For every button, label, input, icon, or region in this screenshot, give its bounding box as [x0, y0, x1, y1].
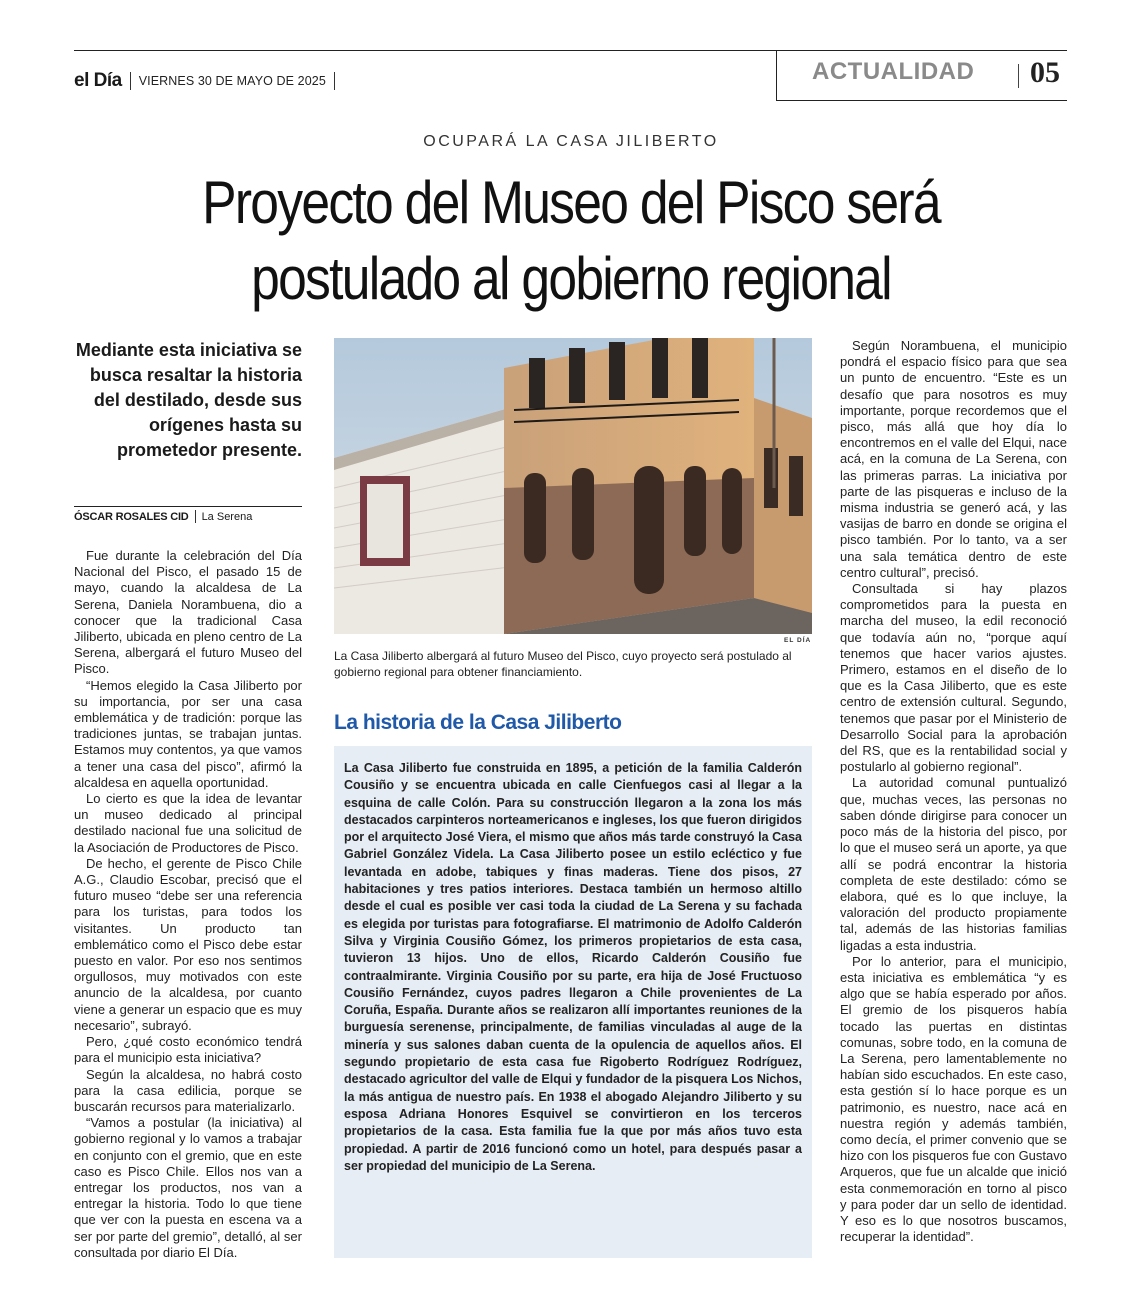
body-paragraph: De hecho, el gerente de Pisco Chile A.G., Claudio Escobar, precisó que el futuro museo “debe ser una referencia para los turistas, para todos los visitantes. Un producto tan emblemático como el Pisco debe estar puesto en valor. Por eso nos sentimos orgullosos, muy motivados con este anuncio de la alcaldesa, por cuanto viene a generar un espacio que es muy necesario”, subrayó. [74, 855, 302, 1033]
body-paragraph: Por lo anterior, para el municipio, esta iniciativa es emblemática “y es algo que se había esperado por años. El gremio de los pisqueros había tocado las puertas en distintas comunas, sobre todo, en la comuna de La Serena, pero lamentablemente no habían sido escuchados. En este caso, esta gestión sí lo hace porque es un patrimonio, es nuestro, nace acá en nuestra región y además también, como decía, el primer convenio que se hizo con los pisqueros fue con Gustavo Arqueros, que fue un alcalde que inició esta conmemoración en torno al pisco y para poder dar un sello de identidad. Y eso es lo que nosotros buscamos, recuperar la identidad”. [840, 953, 1067, 1245]
body-column-left [74, 548, 302, 1261]
box-text: La Casa Jiliberto fue construida en 1895, a petición de la familia Calderón Cousiño y se encuentra ubicada en calle Cienfuegos casi al llegar a la esquina de calle Colón. Para su construcción llegaron a la zona los más destacados carpinteros norteamericanos e ingleses, los que fueron dirigidos por el arquitecto José Viera, el mismo que años más tarde construyó la Casa Gabriel González Videla. La Casa Jiliberto posee un estilo ecléctico y fue levantada en adobe, tabiques y finas maderas. Tiene dos pisos, 27 habitaciones y tres patios interiores. Destaca también un hermoso altillo desde el cual es posible ver casi toda la ciudad de La Serena y su fachada es elegida por turistas para fotografiarse. El matrimonio de Adolfo Calderón Silva y Virginia Cousiño Gómez, los primeros propietarios de esta casa, tuvieron 13 hijos. Uno de ellos, Ricardo Calderón Cousiño fue contraalmirante. Virginia Cousiño por su parte, era hija de José Fructuoso Cousiño Fernández, cuyos padres llegaron a Chile provenientes de La Coruña, España. Durante años se realizaron allí importantes reuniones de la burguesía serenense, principalmente, de familias vinculadas al auge de la minería y sus salones daban cuenta de la opulencia de aquellos años. El segundo propietario de esta casa fue Rigoberto Rodríguez Rodríguez, destacado agricultor del valle de Elqui y fundador de la pisquera Los Nichos, la más antigua de nuestro país. En 1938 el abogado Alejandro Jiliberto y su esposa Adriana Honores Esquivel se convirtieron en los terceros propietarios de la casa. Esta familia fue la que por más años tuvo esta propiedad. A partir de 2016 funcionó como un hotel, para después pasar a ser propiedad del municipio de La Serena. [344, 761, 802, 1173]
header-divider [130, 72, 131, 90]
section-divider [1018, 64, 1019, 88]
body-paragraph: “Vamos a postular (la iniciativa) al gobierno regional y lo vamos a trabajar en conjunto con el gremio, que en este caso es Pisco Chile. Ellos nos van a entregar los productos, nos van a entregar la historia. Todo lo que tiene que ver con la puesta en escena va a ser por parte del gremio”, detalló, al ser consultada por diario El Día. [74, 1115, 302, 1260]
author-location: La Serena [201, 510, 253, 523]
byline [74, 510, 252, 523]
box-title: La historia de la Casa Jiliberto [334, 711, 622, 734]
byline-divider [195, 510, 196, 523]
body-paragraph: Según Norambuena, el municipio pondrá el espacio físico para que sea un punto de encuentro. “Este es un desafío que para nosotros es muy importante, porque recordemos que el pisco, más allá que hoy día lo encontremos en el valle del Elqui, nace acá, en la comuna de La Serena, con las primeras parras. La iniciativa por parte de las pisqueras e incluso de la misma industria se generó acá, y las vasijas de barro en donde se origina el pisco también. Por lo tanto, va a ser una sala temática dentro de este centro cultural”, precisó. [840, 338, 1067, 580]
body-paragraph: Pero, ¿qué costo económico tendrá para el municipio esta iniciativa? [74, 1034, 302, 1066]
photo-credit: EL DÍA [784, 637, 812, 644]
byline-rule [74, 506, 302, 507]
body-column-right [840, 338, 1067, 1245]
photo-caption: La Casa Jiliberto albergará al futuro Museo del Pisco, cuyo proyecto será postulado al gobierno regional para obtener financiamiento. [334, 649, 792, 679]
issue-date: VIERNES 30 DE MAYO DE 2025 [138, 74, 326, 88]
body-paragraph: Según la alcaldesa, no habrá costo para la casa edilicia, porque se buscarán recursos para materializarlo. [74, 1066, 302, 1114]
page-number: 05 [1030, 56, 1060, 89]
section-name: ACTUALIDAD [812, 58, 975, 85]
body-paragraph: Lo cierto es que la idea de levantar un museo dedicado al principal destilado nacional fue una solicitud de la Asociación de Productores de Pisco. [74, 791, 302, 855]
body-paragraph: Consultada si hay plazos comprometidos para la puesta en marcha del museo, la edil reconoció que todavía aún no, “porque aquí tenemos que hacer varios ajustes. Primero, estamos en el diseño de lo que es la Casa Jiliberto, que es este centro de extensión cultural. Segundo, tenemos que pasar por el Ministerio de Desarrollo Social para la aprobación del RS, que es la rentabilidad social y postularlo al gobierno regional”. [840, 581, 1067, 775]
body-paragraph: Fue durante la celebración del Día Nacional del Pisco, el pasado 15 de mayo, cuando la alcaldesa de La Serena, Daniela Norambuena, dio a conocer que la tradicional Casa Jiliberto, ubicada en pleno centro de La Serena, albergará el futuro Museo del Pisco. [74, 548, 302, 677]
newspaper-logo: el Día [74, 70, 122, 91]
author-name: ÓSCAR ROSALES CID [74, 510, 189, 523]
headline: Proyecto del Museo del Pisco será postulado al gobierno regional [202, 169, 940, 312]
article-photo [334, 338, 812, 634]
kicker: OCUPARÁ LA CASA JILIBERTO [423, 133, 719, 150]
masthead [74, 66, 343, 96]
casa-jiliberto-photo [334, 338, 812, 634]
body-paragraph: “Hemos elegido la Casa Jiliberto por su importancia, por ser una casa emblemática y de tradición: porque las tradiciones juntas, se trabajan juntas. Estamos muy contentos, ya que vamos a tener una casa del pisco”, afirmó la alcaldesa en aquella oportunidad. [74, 677, 302, 790]
body-paragraph: La autoridad comunal puntualizó que, muchas veces, las personas no saben dónde dirigirse para conocer un poco más de la historia del pisco, por lo que el museo será un aporte, ya que allí se podrá encontrar la historia completa de este destilado: cómo se elabora, qué es lo que incluye, la valoración del producto propiamente tal, además de las historias familias ligadas a esta industria. [840, 775, 1067, 953]
header-divider [334, 72, 335, 90]
section-box-rule [776, 100, 1067, 101]
lead-paragraph: Mediante esta iniciativa se busca resaltar la historia del destilado, desde sus orígenes hasta su prometedor presente. [75, 340, 302, 460]
